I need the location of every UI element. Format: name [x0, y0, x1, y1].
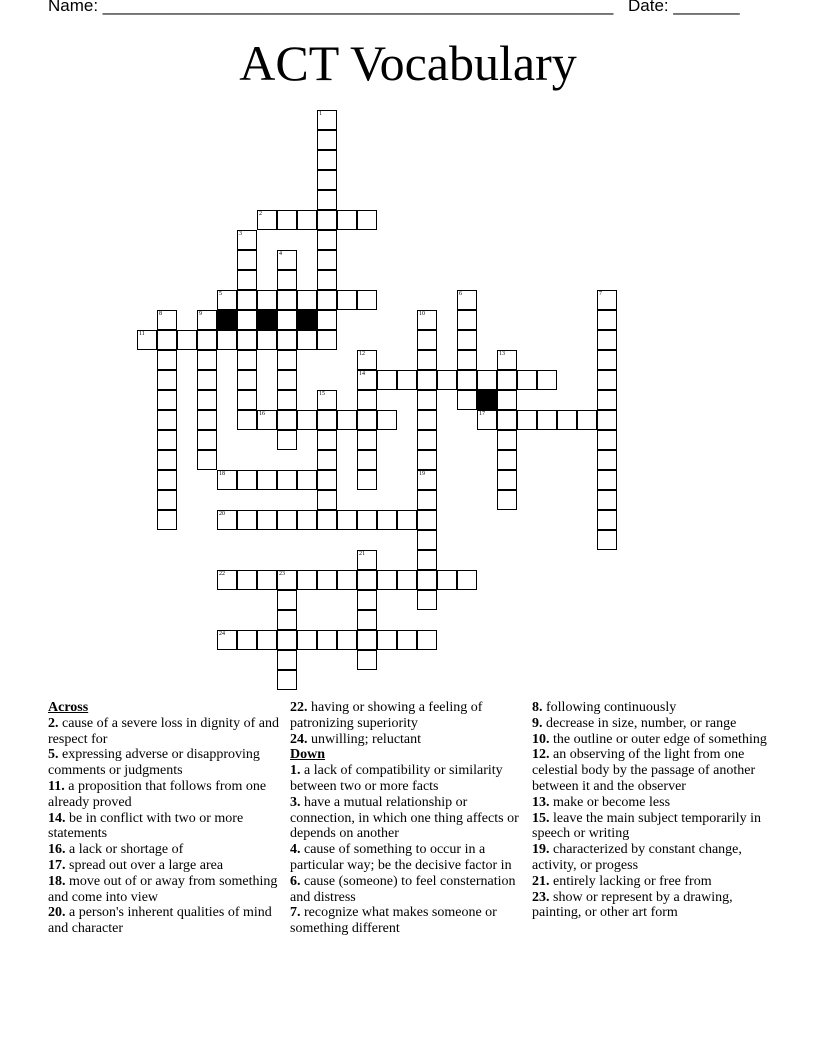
- grid-cell[interactable]: [597, 450, 617, 470]
- grid-cell[interactable]: [517, 370, 537, 390]
- grid-cell[interactable]: [397, 370, 417, 390]
- grid-block: [477, 390, 497, 410]
- grid-cell[interactable]: [297, 630, 317, 650]
- grid-cell[interactable]: [237, 470, 257, 490]
- clue-number: 2: [259, 211, 262, 217]
- grid-cell[interactable]: [237, 230, 257, 250]
- grid-cell[interactable]: [237, 290, 257, 310]
- grid-cell[interactable]: [537, 370, 557, 390]
- clue-text: have a mutual relationship or connection, in which one thing affects or depends on another: [290, 794, 519, 842]
- grid-cell[interactable]: [357, 590, 377, 610]
- grid-cell[interactable]: [597, 470, 617, 490]
- grid-cell[interactable]: [257, 570, 277, 590]
- grid-cell[interactable]: [597, 390, 617, 410]
- grid-cell[interactable]: [497, 390, 517, 410]
- clue-number: 1.: [290, 763, 301, 779]
- clue-number: 10: [419, 311, 425, 317]
- grid-cell[interactable]: [517, 410, 537, 430]
- grid-cell[interactable]: [597, 370, 617, 390]
- grid-cell[interactable]: [237, 390, 257, 410]
- clue-text: following continuously: [546, 700, 677, 715]
- grid-cell[interactable]: [357, 430, 377, 450]
- grid-cell[interactable]: [317, 470, 337, 490]
- grid-cell[interactable]: [297, 210, 317, 230]
- grid-cell[interactable]: [417, 390, 437, 410]
- grid-cell[interactable]: [317, 130, 337, 150]
- grid-cell[interactable]: [217, 470, 237, 490]
- clue-number: 4: [279, 251, 282, 257]
- clue-text: having or showing a feeling of patronizing superiority: [290, 700, 483, 731]
- grid-cell[interactable]: [277, 570, 297, 590]
- grid-cell[interactable]: [157, 330, 177, 350]
- grid-cell[interactable]: [357, 650, 377, 670]
- grid-cell[interactable]: [557, 410, 577, 430]
- grid-cell[interactable]: [237, 270, 257, 290]
- grid-cell[interactable]: [417, 450, 437, 470]
- clue-number: 16.: [48, 842, 66, 858]
- across-clue: [48, 874, 284, 906]
- grid-cell[interactable]: [497, 490, 517, 510]
- clue-number: 6: [459, 291, 462, 297]
- grid-cell[interactable]: [297, 510, 317, 530]
- clue-number: 24.: [290, 731, 308, 747]
- grid-cell[interactable]: [597, 410, 617, 430]
- down-clue: [532, 716, 768, 732]
- grid-cell[interactable]: [237, 570, 257, 590]
- across-clue: [48, 779, 284, 811]
- grid-cell[interactable]: [317, 450, 337, 470]
- grid-cell[interactable]: [217, 290, 237, 310]
- grid-block: [257, 310, 277, 330]
- across-heading: Across: [48, 700, 89, 715]
- grid-cell[interactable]: [197, 390, 217, 410]
- grid-cell[interactable]: [457, 350, 477, 370]
- clue-number: 7: [599, 291, 602, 297]
- grid-cell[interactable]: [317, 250, 337, 270]
- grid-cell[interactable]: [357, 570, 377, 590]
- grid-cell[interactable]: [197, 430, 217, 450]
- grid-cell[interactable]: [197, 370, 217, 390]
- grid-cell[interactable]: [157, 350, 177, 370]
- grid-cell[interactable]: [237, 510, 257, 530]
- clue-text: spread out over a large area: [69, 857, 224, 873]
- grid-cell[interactable]: [497, 350, 517, 370]
- clue-number: 15: [319, 391, 325, 397]
- grid-cell[interactable]: [317, 330, 337, 350]
- grid-cell[interactable]: [597, 530, 617, 550]
- clue-text: make or become less: [553, 794, 671, 810]
- down-clue: [532, 700, 768, 716]
- down-clue: [290, 905, 526, 937]
- grid-cell[interactable]: [217, 570, 237, 590]
- grid-cell[interactable]: [317, 430, 337, 450]
- grid-cell[interactable]: [357, 410, 377, 430]
- grid-cell[interactable]: [377, 570, 397, 590]
- clue-number: 18.: [48, 873, 66, 889]
- grid-cell[interactable]: [357, 550, 377, 570]
- clue-text: an observing of the light from one celestial body by the passage of another between it and the observer: [532, 747, 756, 794]
- grid-cell[interactable]: [457, 290, 477, 310]
- across-clue: [48, 905, 284, 937]
- grid-cell[interactable]: [217, 630, 237, 650]
- grid-cell[interactable]: [497, 470, 517, 490]
- clue-number: 18: [219, 471, 225, 477]
- clue-number: 11: [139, 331, 145, 337]
- clue-number: 9: [199, 311, 202, 317]
- clue-number: 17: [479, 411, 485, 417]
- grid-cell[interactable]: [257, 410, 277, 430]
- grid-cell[interactable]: [317, 510, 337, 530]
- clue-text: expressing adverse or disapproving comments or judgments: [48, 747, 260, 779]
- grid-cell[interactable]: [417, 630, 437, 650]
- grid-cell[interactable]: [417, 510, 437, 530]
- grid-cell[interactable]: [497, 450, 517, 470]
- grid-cell[interactable]: [297, 570, 317, 590]
- clue-number: 7.: [290, 905, 301, 921]
- down-clue: [532, 732, 768, 748]
- grid-cell[interactable]: [357, 390, 377, 410]
- clue-number: 21.: [532, 873, 550, 889]
- grid-cell[interactable]: [317, 390, 337, 410]
- down-clue: [290, 763, 526, 795]
- grid-cell[interactable]: [277, 410, 297, 430]
- clue-number: 14.: [48, 810, 66, 826]
- grid-cell[interactable]: [257, 510, 277, 530]
- clue-text: the outline or outer edge of something: [553, 731, 767, 747]
- down-clue: [290, 795, 526, 842]
- grid-cell[interactable]: [157, 470, 177, 490]
- down-clue: [532, 811, 768, 843]
- grid-cell[interactable]: [437, 570, 457, 590]
- grid-cell[interactable]: [197, 450, 217, 470]
- grid-cell[interactable]: [497, 410, 517, 430]
- name-label: Name: ______________________________________________________: [48, 0, 614, 15]
- grid-cell[interactable]: [317, 230, 337, 250]
- grid-cell[interactable]: [317, 310, 337, 330]
- clue-number: 12: [359, 351, 365, 357]
- across-clue: [290, 700, 526, 732]
- grid-cell[interactable]: [277, 270, 297, 290]
- grid-cell[interactable]: [277, 370, 297, 390]
- grid-cell[interactable]: [537, 410, 557, 430]
- grid-cell[interactable]: [357, 210, 377, 230]
- down-clue: [532, 842, 768, 874]
- clue-number: 6.: [290, 873, 301, 889]
- grid-block: [217, 310, 237, 330]
- grid-cell[interactable]: [337, 410, 357, 430]
- grid-cell[interactable]: [357, 370, 377, 390]
- grid-cell[interactable]: [377, 510, 397, 530]
- clue-text: leave the main subject temporarily in speech or writing: [532, 810, 761, 842]
- grid-cell[interactable]: [257, 210, 277, 230]
- grid-cell[interactable]: [277, 650, 297, 670]
- grid-cell[interactable]: [257, 290, 277, 310]
- grid-cell[interactable]: [337, 210, 357, 230]
- grid-cell[interactable]: [277, 210, 297, 230]
- grid-cell[interactable]: [217, 330, 237, 350]
- grid-cell[interactable]: [157, 410, 177, 430]
- clue-number: 19: [419, 471, 425, 477]
- grid-cell[interactable]: [417, 490, 437, 510]
- grid-cell[interactable]: [237, 330, 257, 350]
- grid-cell[interactable]: [597, 490, 617, 510]
- grid-cell[interactable]: [257, 470, 277, 490]
- across-clue: [48, 858, 284, 874]
- clue-text: move out of or away from something and come into view: [48, 873, 278, 905]
- clue-number: 22.: [290, 700, 308, 715]
- grid-cell[interactable]: [357, 610, 377, 630]
- grid-cell[interactable]: [497, 430, 517, 450]
- grid-cell[interactable]: [277, 470, 297, 490]
- grid-cell[interactable]: [297, 410, 317, 430]
- clue-number: 8: [159, 311, 162, 317]
- down-clue: [532, 890, 768, 922]
- grid-cell[interactable]: [277, 590, 297, 610]
- grid-cell[interactable]: [317, 290, 337, 310]
- clue-text: unwilling; reluctant: [311, 731, 422, 747]
- clue-number: 14: [359, 371, 365, 377]
- grid-cell[interactable]: [417, 530, 437, 550]
- grid-cell[interactable]: [337, 630, 357, 650]
- grid-cell[interactable]: [157, 390, 177, 410]
- down-clue: [290, 842, 526, 874]
- grid-cell[interactable]: [237, 310, 257, 330]
- clue-number: 22: [219, 571, 225, 577]
- grid-cell[interactable]: [357, 630, 377, 650]
- clue-number: 8.: [532, 700, 543, 715]
- grid-cell[interactable]: [457, 330, 477, 350]
- clue-number: 3.: [290, 794, 301, 810]
- clue-text: a person's inherent qualities of mind and character: [48, 905, 272, 937]
- page-title: ACT Vocabulary: [239, 35, 577, 91]
- clue-text: be in conflict with two or more statements: [48, 810, 244, 842]
- grid-cell[interactable]: [317, 190, 337, 210]
- down-clue: [532, 874, 768, 890]
- grid-cell[interactable]: [577, 410, 597, 430]
- grid-cell[interactable]: [477, 410, 497, 430]
- across-clue: [290, 732, 526, 748]
- down-clue: [532, 747, 768, 794]
- grid-cell[interactable]: [277, 290, 297, 310]
- clue-text: recognize what makes someone or something different: [290, 905, 497, 937]
- clue-number: 23.: [532, 889, 550, 905]
- grid-cell[interactable]: [157, 490, 177, 510]
- across-clue: [48, 747, 284, 779]
- clue-number: 13.: [532, 794, 550, 810]
- grid-cell[interactable]: [157, 370, 177, 390]
- clue-text: a lack of compatibility or similarity between two or more facts: [290, 763, 503, 794]
- grid-cell[interactable]: [417, 350, 437, 370]
- grid-cell[interactable]: [417, 470, 437, 490]
- clue-number: 5: [219, 291, 222, 297]
- grid-cell[interactable]: [317, 410, 337, 430]
- grid-cell[interactable]: [597, 330, 617, 350]
- down-heading: Down: [290, 747, 326, 763]
- grid-cell[interactable]: [597, 350, 617, 370]
- grid-cell[interactable]: [417, 330, 437, 350]
- clue-number: 24: [219, 631, 225, 637]
- date-label: Date: _______: [628, 0, 740, 15]
- grid-cell[interactable]: [377, 630, 397, 650]
- clue-text: a lack or shortage of: [69, 842, 184, 858]
- grid-cell[interactable]: [497, 370, 517, 390]
- across-clue: [48, 842, 284, 858]
- clue-number: 2.: [48, 715, 59, 731]
- grid-cell[interactable]: [297, 470, 317, 490]
- grid-cell[interactable]: [457, 570, 477, 590]
- grid-cell[interactable]: [237, 350, 257, 370]
- grid-cell[interactable]: [197, 410, 217, 430]
- grid-cell[interactable]: [417, 570, 437, 590]
- grid-cell[interactable]: [437, 370, 457, 390]
- grid-cell[interactable]: [277, 630, 297, 650]
- clue-number: 12.: [532, 747, 550, 763]
- grid-cell[interactable]: [597, 310, 617, 330]
- clue-number: 11.: [48, 778, 65, 794]
- grid-cell[interactable]: [337, 510, 357, 530]
- grid-cell[interactable]: [157, 430, 177, 450]
- grid-cell[interactable]: [417, 430, 437, 450]
- grid-cell[interactable]: [357, 450, 377, 470]
- grid-cell[interactable]: [157, 510, 177, 530]
- grid-cell[interactable]: [317, 110, 337, 130]
- grid-cell[interactable]: [417, 550, 437, 570]
- grid-cell[interactable]: [317, 170, 337, 190]
- grid-cell[interactable]: [317, 270, 337, 290]
- down-clue: [290, 874, 526, 906]
- grid-cell[interactable]: [257, 330, 277, 350]
- grid-cell[interactable]: [277, 510, 297, 530]
- grid-cell[interactable]: [157, 450, 177, 470]
- grid-cell[interactable]: [357, 290, 377, 310]
- grid-cell[interactable]: [337, 570, 357, 590]
- grid-cell[interactable]: [217, 510, 237, 530]
- clues-column-2: [290, 700, 526, 937]
- grid-cell[interactable]: [317, 570, 337, 590]
- clue-number: 16: [259, 411, 265, 417]
- clue-number: 10.: [532, 731, 550, 747]
- across-clue: [48, 811, 284, 843]
- grid-cell[interactable]: [277, 610, 297, 630]
- grid-cell[interactable]: [277, 670, 297, 690]
- grid-cell[interactable]: [597, 510, 617, 530]
- clue-number: 21: [359, 551, 365, 557]
- grid-cell[interactable]: [357, 510, 377, 530]
- grid-cell[interactable]: [237, 410, 257, 430]
- grid-cell[interactable]: [597, 430, 617, 450]
- grid-cell[interactable]: [137, 330, 157, 350]
- grid-cell[interactable]: [197, 350, 217, 370]
- clue-number: 23: [279, 571, 285, 577]
- clue-number: 9.: [532, 715, 543, 731]
- clue-text: characterized by constant change, activity, or progess: [532, 842, 742, 873]
- grid-cell[interactable]: [417, 410, 437, 430]
- clue-number: 19.: [532, 842, 550, 858]
- clue-number: 17.: [48, 857, 66, 873]
- grid-cell[interactable]: [457, 310, 477, 330]
- clue-number: 15.: [532, 810, 550, 826]
- clue-text: cause of a severe loss in dignity of and respect for: [48, 715, 279, 747]
- grid-cell[interactable]: [417, 370, 437, 390]
- clue-number: 13: [499, 351, 505, 357]
- clues-column-1: [48, 700, 284, 937]
- grid-cell[interactable]: [317, 210, 337, 230]
- grid-cell[interactable]: [477, 370, 497, 390]
- grid-cell[interactable]: [277, 350, 297, 370]
- clue-text: a proposition that follows from one already proved: [48, 778, 267, 810]
- grid-cell[interactable]: [397, 570, 417, 590]
- grid-cell[interactable]: [417, 590, 437, 610]
- clue-number: 5.: [48, 747, 59, 763]
- clue-number: 20: [219, 511, 225, 517]
- grid-cell[interactable]: [377, 410, 397, 430]
- clue-text: cause of something to occur in a particular way; be the decisive factor in: [290, 842, 512, 873]
- clue-text: entirely lacking or free from: [553, 873, 712, 889]
- grid-cell[interactable]: [317, 490, 337, 510]
- grid-cell[interactable]: [277, 310, 297, 330]
- clue-number: 1: [319, 111, 322, 117]
- grid-cell[interactable]: [417, 310, 437, 330]
- across-clue: [48, 716, 284, 748]
- grid-cell[interactable]: [297, 330, 317, 350]
- grid-cell[interactable]: [357, 350, 377, 370]
- clue-number: 4.: [290, 842, 301, 858]
- grid-cell[interactable]: [197, 310, 217, 330]
- grid-cell[interactable]: [317, 150, 337, 170]
- grid-cell[interactable]: [397, 510, 417, 530]
- grid-cell[interactable]: [237, 370, 257, 390]
- clue-text: show or represent by a drawing, painting, or other art form: [532, 889, 733, 921]
- grid-cell[interactable]: [377, 370, 397, 390]
- grid-cell[interactable]: [157, 310, 177, 330]
- grid-cell[interactable]: [317, 630, 337, 650]
- grid-cell[interactable]: [237, 250, 257, 270]
- down-clue: [532, 795, 768, 811]
- grid-cell[interactable]: [457, 390, 477, 410]
- grid-cell[interactable]: [597, 290, 617, 310]
- grid-cell[interactable]: [297, 290, 317, 310]
- clue-text: decrease in size, number, or range: [546, 715, 737, 731]
- grid-cell[interactable]: [277, 430, 297, 450]
- grid-cell[interactable]: [277, 250, 297, 270]
- grid-cell[interactable]: [397, 630, 417, 650]
- grid-cell[interactable]: [277, 330, 297, 350]
- grid-cell[interactable]: [277, 390, 297, 410]
- clue-number: 3: [239, 231, 242, 237]
- clue-number: 20.: [48, 905, 66, 921]
- grid-cell[interactable]: [197, 330, 217, 350]
- grid-cell[interactable]: [457, 370, 477, 390]
- clues-column-3: [532, 700, 768, 921]
- grid-cell[interactable]: [177, 330, 197, 350]
- grid-cell[interactable]: [237, 630, 257, 650]
- grid-cell[interactable]: [257, 630, 277, 650]
- grid-block: [297, 310, 317, 330]
- grid-cell[interactable]: [357, 470, 377, 490]
- grid-cell[interactable]: [337, 290, 357, 310]
- clue-text: cause (someone) to feel consternation and distress: [290, 873, 516, 905]
